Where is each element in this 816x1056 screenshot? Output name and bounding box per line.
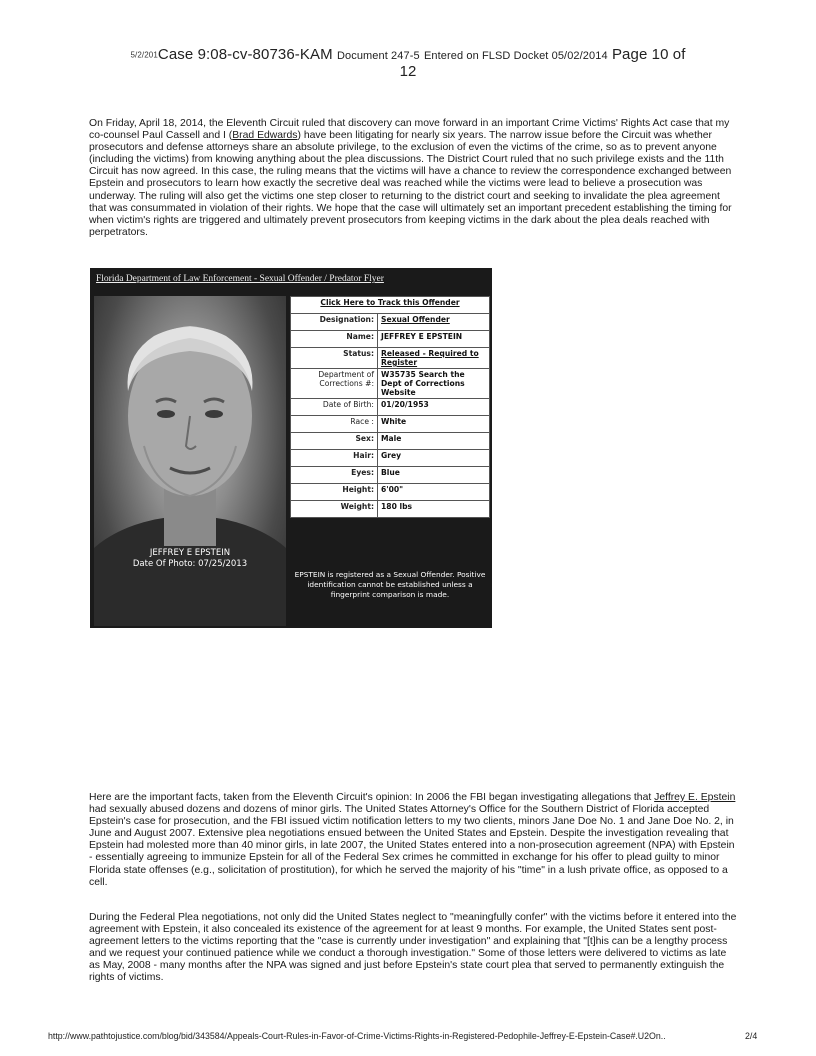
row-key: Department of Corrections #: — [291, 369, 378, 399]
table-row — [291, 501, 490, 518]
table-row — [291, 314, 490, 331]
table-row — [291, 450, 490, 467]
page-label: Page 10 of — [611, 46, 686, 63]
portrait-illustration — [94, 296, 286, 626]
brad-edwards-link[interactable]: Brad Edwards — [232, 130, 298, 142]
row-value: Grey — [378, 450, 490, 467]
table-row — [291, 467, 490, 484]
table-row — [291, 399, 490, 416]
table-row — [291, 484, 490, 501]
row-value: Male — [378, 433, 490, 450]
row-key: Date of Birth: — [291, 399, 378, 416]
photo-caption-date: Date Of Photo: 07/25/2013 — [132, 559, 248, 569]
row-key: Weight: — [291, 501, 378, 518]
row-key: Name: — [291, 331, 378, 348]
paragraph-2-text-b: had sexually abused dozens and dozens of minor girls. The United States Attorney's Office for the Southern District of Florida accepted Epstein's case for prosecution, and the FBI issued victim notification letters to my two clients, minors Jane Doe No. 1 and Jane Doe No. 2, in June and August 2007. Extensive plea negotiations ensued between the United States and Epstein. Despite the investigation revealing that Epstein had molested more than 40 minor girls, in late 2007, the United States entered into a non-prosecution agreement (NPA) with Epstein - essentially agreeing to immunize Epstein for all of the Federal Sex crimes he committed in exchange for his offer to plead guilty to minor Florida state offenses (e.g., solicitation of prostitution), for which he served the majority of his "time" in a lush private office, as opposed to a cell. — [89, 804, 735, 888]
case-header-line — [0, 46, 816, 63]
footer-page-number: 2/4 — [745, 1031, 758, 1041]
corrections-link[interactable]: W35735 Search the Dept of Corrections Website — [378, 369, 490, 399]
row-value: Blue — [378, 467, 490, 484]
table-row — [291, 348, 490, 369]
paragraph-2 — [89, 792, 739, 889]
page-total: 12 — [399, 63, 417, 80]
row-key: Height: — [291, 484, 378, 501]
row-key: Designation: — [291, 314, 378, 331]
photo-caption-name: JEFFREY E EPSTEIN — [149, 548, 231, 558]
row-value: 180 lbs — [378, 501, 490, 518]
footer-url[interactable]: http://www.pathtojustice.com/blog/bid/343584/Appeals-Court-Rules-in-Favor-of-Crime-Victims-Rights-in-Registered-Pedophile-Jeffrey-E-Epstein-Case#.U2On.. — [48, 1031, 666, 1041]
paragraph-1-text-a: On Friday, April 18, 2014, the Eleventh Circuit ruled that discovery can move forward in an important Crime Victims' Rights Act case that my co-counsel Paul Cassell and I ( — [89, 118, 730, 142]
jeffrey-epstein-link[interactable]: Jeffrey E. Epstein — [654, 792, 736, 803]
status-link[interactable]: Released - Required to Register — [378, 348, 490, 369]
offender-photo — [94, 296, 286, 626]
row-key: Race : — [291, 416, 378, 433]
table-row — [291, 433, 490, 450]
row-value: 01/20/1953 — [378, 399, 490, 416]
track-offender-link[interactable]: Click Here to Track this Offender — [291, 297, 490, 314]
table-row — [291, 331, 490, 348]
paragraph-1-text-b: ) have been litigating for nearly six years. The narrow issue before the Circuit was whether prosecutors and defense attorneys share an absolute privilege, to the exclusion of even the victims of the crime, so as to prevent anyone (including the victims) from knowing anything about the plea discussions. The District Court ruled that no such privilege exists and the 11th Circuit has now agreed. In this case, the ruling means that the victims will have a chance to review the correspondence exchanged between Epstein and prosecutors to learn how exactly the secretive deal was reached while the victims were lead to believe a prosecution was underway. The ruling will also get the victims one step closer to returning to the district court and seeking to invalidate the plea agreement that was consummated in violation of their rights. We hope that the case will ultimately set an important precedent establishing the timing for when victim's rights are triggered and ultimately prevent prosecutors from keeping victims in the dark about the plea deals reached with perpetrators. — [89, 130, 732, 238]
row-value: JEFFREY E EPSTEIN — [378, 331, 490, 348]
registration-notice — [290, 552, 490, 626]
case-number: Case 9:08-cv-80736-KAM — [157, 46, 333, 63]
designation-link[interactable]: Sexual Offender — [378, 314, 490, 331]
table-row — [291, 369, 490, 399]
photo-caption — [94, 548, 286, 570]
row-key: Status: — [291, 348, 378, 369]
flyer-title-link[interactable]: Florida Department of Law Enforcement - Sexual Offender / Predator Flyer — [96, 274, 384, 284]
print-date-stamp: 5/2/201 — [130, 50, 158, 60]
paragraph-3: During the Federal Plea negotiations, not only did the United States neglect to "meaningfully confer" with the victims before it entered into the agreement with Epstein, it also concealed its existence of the agreement for at least 9 months. For example, the United States sent post-agreement letters to the victims reporting that the "case is currently under investigation" and explaining that "[t]his can be a lengthy process and we request your continued patience while we conduct a thorough investigation." Some of those letters were delivered to victims as late as May, 2008 - many months after the NPA was signed and just before Epstein's state court plea that served to permanently extinguish the rights of victims. — [89, 912, 737, 984]
document-number: Document 247-5 — [336, 50, 420, 62]
offender-info-table — [290, 296, 490, 518]
entered-docket: Entered on FLSD Docket 05/02/2014 — [423, 50, 608, 62]
row-value: 6'00" — [378, 484, 490, 501]
row-value: White — [378, 416, 490, 433]
offender-flyer — [90, 268, 492, 628]
paragraph-1 — [89, 118, 739, 239]
row-key: Sex: — [291, 433, 378, 450]
row-key: Hair: — [291, 450, 378, 467]
registration-notice-text: EPSTEIN is registered as a Sexual Offender. Positive identification cannot be established unless a fingerprint comparison is made. — [294, 570, 486, 599]
table-row — [291, 416, 490, 433]
paragraph-2-text-a: Here are the important facts, taken from the Eleventh Circuit's opinion: In 2006 the FBI began investigating allegations that — [89, 792, 655, 803]
row-key: Eyes: — [291, 467, 378, 484]
court-header — [0, 46, 816, 80]
